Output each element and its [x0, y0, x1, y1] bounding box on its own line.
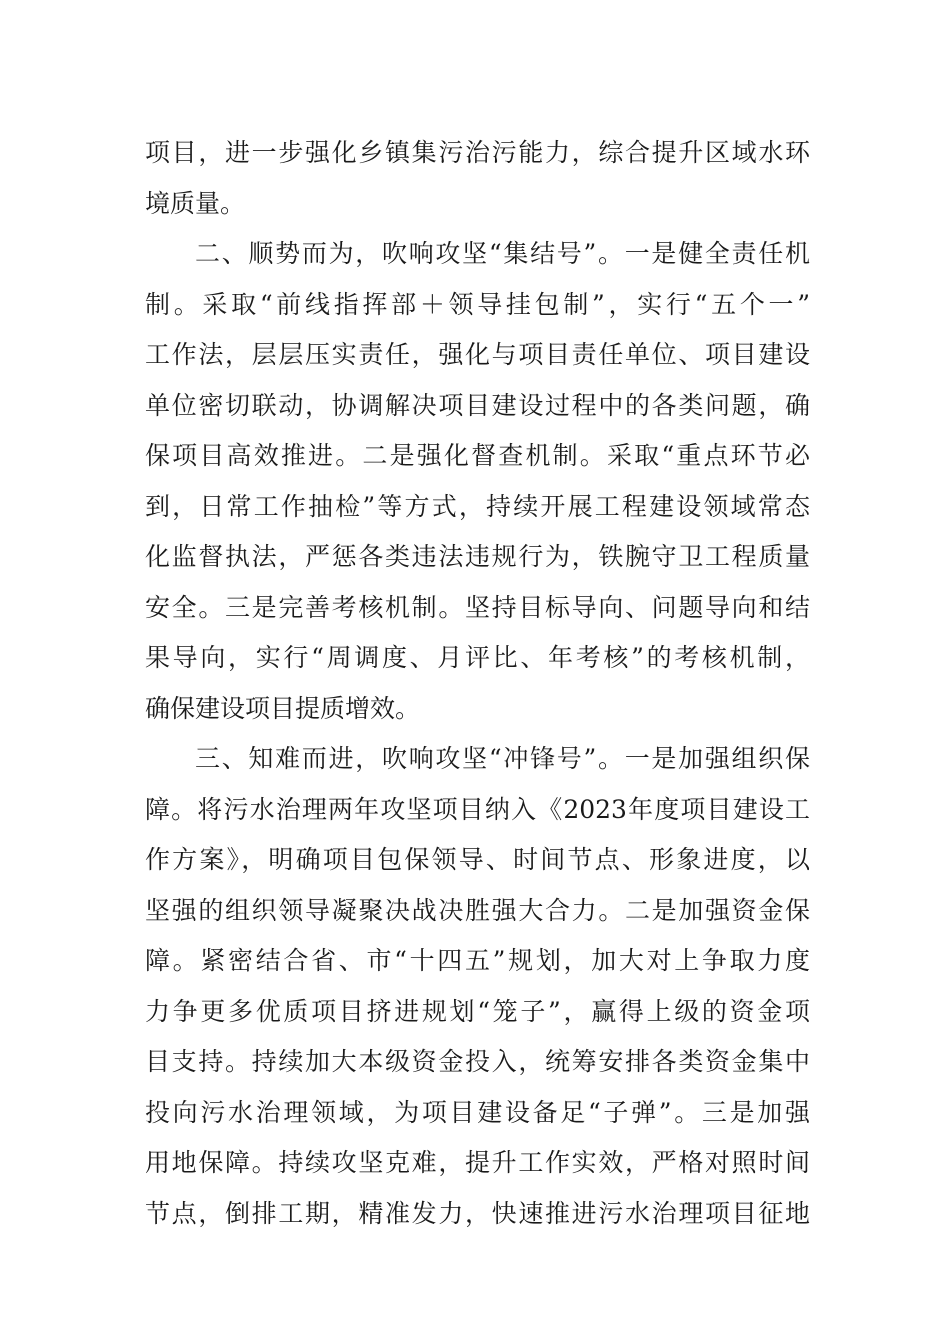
body-text	[145, 128, 810, 1239]
text-line: 目支持。持续加大本级资金投入，统筹安排各类资金集中	[145, 1047, 810, 1076]
text-line: 制。采取“前线指挥部＋领导挂包制”，实行“五个一”	[145, 289, 810, 319]
text-line: 力争更多优质项目挤进规划“笼子”，赢得上级的资金项	[145, 996, 810, 1026]
paragraph-1	[145, 128, 810, 229]
paragraph-2	[145, 229, 810, 734]
text-line: 作方案》，明确项目包保领导、时间节点、形象进度，以	[145, 845, 810, 874]
paragraph-3	[145, 734, 810, 1239]
text-line: 确保建设项目提质增效。	[145, 693, 421, 723]
text-line: 三、知难而进，吹响攻坚“冲锋号”。一是加强组织保	[195, 744, 810, 773]
text-line: 果导向，实行“周调度、月评比、年考核”的考核机制，	[145, 643, 810, 672]
text-line: 化监督执法，严惩各类违法违规行为，铁腕守卫工程质量	[145, 542, 810, 571]
text-line: 安全。三是完善考核机制。坚持目标导向、问题导向和结	[145, 592, 810, 622]
text-line: 二、顺势而为，吹响攻坚“集结号”。一是健全责任机	[195, 239, 810, 268]
text-line: 境质量。	[145, 188, 246, 218]
text-line: 保项目高效推进。二是强化督查机制。采取“重点环节必	[145, 441, 810, 470]
text-line: 障。将污水治理两年攻坚项目纳入《2023年度项目建设工	[145, 794, 810, 824]
text-line: 单位密切联动，协调解决项目建设过程中的各类问题，确	[145, 390, 810, 420]
text-line: 用地保障。持续攻坚克难，提升工作实效，严格对照时间	[145, 1148, 810, 1177]
text-line: 障。紧密结合省、市“十四五”规划，加大对上争取力度	[145, 946, 810, 975]
text-line: 工作法，层层压实责任，强化与项目责任单位、项目建设	[145, 340, 810, 369]
text-line: 节点，倒排工期，精准发力，快速推进污水治理项目征地	[145, 1198, 810, 1228]
text-line: 到，日常工作抽检”等方式，持续开展工程建设领域常态	[145, 491, 810, 521]
text-line: 项目，进一步强化乡镇集污治污能力，综合提升区域水环	[145, 138, 810, 167]
text-line: 投向污水治理领域，为项目建设备足“子弹”。三是加强	[145, 1097, 810, 1127]
text-line: 坚强的组织领导凝聚决战决胜强大合力。二是加强资金保	[145, 895, 810, 925]
